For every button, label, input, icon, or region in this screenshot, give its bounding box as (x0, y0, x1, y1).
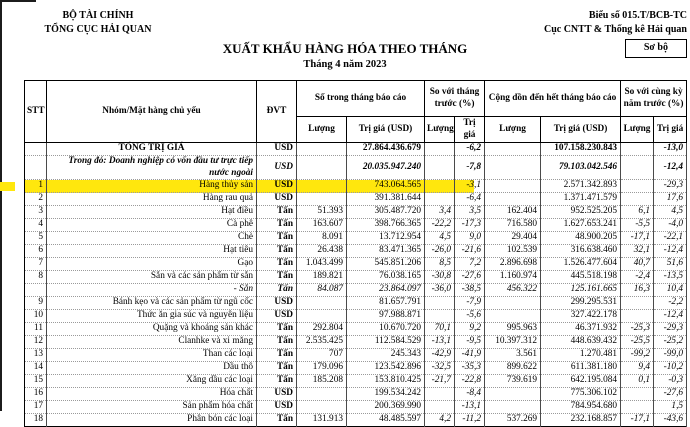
cell-name: Hàng thủy sản (47, 180, 257, 193)
cell-m_qty: 707 (297, 349, 347, 362)
cell-m_qty (297, 180, 347, 193)
cell-c_qty (485, 193, 541, 206)
cell-m_val: 48.485.597 (347, 414, 425, 427)
cell-yy_v: 4,5 (654, 206, 687, 219)
cell-mm_v: -6,4 (455, 193, 485, 206)
cell-c_val: 1.627.653.241 (541, 219, 621, 232)
cell-yy_v: -0,3 (654, 375, 687, 388)
preliminary-status-button[interactable]: Sơ bộ (625, 39, 687, 58)
table-row[interactable] (25, 271, 687, 284)
cell-m_val: 743.064.565 (347, 180, 425, 193)
cell-stt: 12 (25, 336, 47, 349)
cell-name: TỔNG TRỊ GIÁ (47, 143, 257, 156)
table-row[interactable] (25, 388, 687, 401)
cell-mm_q: 8,5 (425, 258, 455, 271)
cell-name: Cà phê (47, 219, 257, 232)
cell-mm_v: -38,5 (455, 284, 485, 297)
cell-name: Trong đó: Doanh nghiệp có vốn đầu tư trực tiếp nước ngoài (47, 156, 257, 180)
cell-yy_q: 0,1 (621, 375, 654, 388)
cell-c_val: 1.526.477.604 (541, 258, 621, 271)
cell-stt: 13 (25, 349, 47, 362)
cell-m_qty (297, 310, 347, 323)
cell-dvt: Tấn (257, 336, 297, 349)
cell-c_qty (485, 388, 541, 401)
cell-name: Quặng và khoáng sản khác (47, 323, 257, 336)
cell-stt: 11 (25, 323, 47, 336)
cell-mm_v: -35,3 (455, 362, 485, 375)
cell-dvt: Tấn (257, 362, 297, 375)
cell-yy_q (621, 143, 654, 156)
column-header-yoy-qty: Lượng (621, 117, 654, 143)
cell-c_val: 2.571.342.893 (541, 180, 621, 193)
report-period: Tháng 4 năm 2023 (303, 59, 387, 70)
cell-dvt: USD (257, 156, 297, 180)
column-header-month-value-usd: Trị giá (USD) (347, 117, 425, 143)
cell-name: Bánh kẹo và các sản phẩm từ ngũ cốc (47, 297, 257, 310)
cell-c_val: 125.161.665 (541, 284, 621, 297)
cell-mm_q: -26,0 (425, 245, 455, 258)
cell-mm_q: -32,5 (425, 362, 455, 375)
table-row[interactable] (25, 232, 687, 245)
cell-m_val: 83.471.365 (347, 245, 425, 258)
cell-m_val: 112.584.529 (347, 336, 425, 349)
cell-stt: 14 (25, 362, 47, 375)
table-row[interactable] (25, 245, 687, 258)
cell-mm_q: -36,0 (425, 284, 455, 297)
cell-mm_v: -7,8 (455, 156, 485, 180)
cell-yy_q: -17,1 (621, 414, 654, 427)
cell-m_val: 81.657.791 (347, 297, 425, 310)
cell-dvt: USD (257, 401, 297, 414)
cell-yy_q (621, 156, 654, 180)
cell-mm_q (425, 193, 455, 206)
table-row[interactable] (25, 143, 687, 156)
table-row[interactable] (25, 206, 687, 219)
cell-mm_v: -3,1 (455, 180, 485, 193)
cell-m_val: 391.381.644 (347, 193, 425, 206)
column-group-vs-prev-year: So với cùng kỳ năm trước (%) (621, 81, 687, 117)
cell-m_val: 10.670.720 (347, 323, 425, 336)
table-row[interactable] (25, 336, 687, 349)
cell-yy_v: -12,4 (654, 156, 687, 180)
cell-mm_q (425, 143, 455, 156)
cell-yy_v: 10,4 (654, 284, 687, 297)
column-group-month: Số trong tháng báo cáo (297, 81, 425, 117)
cell-yy_v: -12,4 (654, 310, 687, 323)
cell-c_val: 232.168.857 (541, 414, 621, 427)
table-row-highlighted[interactable] (25, 180, 687, 193)
cell-stt: 5 (25, 232, 47, 245)
cell-yy_v: -27,6 (654, 388, 687, 401)
cell-mm_q (425, 310, 455, 323)
cell-mm_v: 7,2 (455, 258, 485, 271)
cell-c_qty: 2.896.698 (485, 258, 541, 271)
cell-c_qty: 29.404 (485, 232, 541, 245)
cell-c_val: 107.158.230.843 (541, 143, 621, 156)
cell-name: Hóa chất (47, 388, 257, 401)
cell-m_qty: 189.821 (297, 271, 347, 284)
cell-c_val: 299.295.531 (541, 297, 621, 310)
cell-mm_q: -30,8 (425, 271, 455, 284)
cell-c_val: 79.103.042.546 (541, 156, 621, 180)
cell-yy_v: -4,0 (654, 219, 687, 232)
cell-c_val: 784.954.680 (541, 401, 621, 414)
cell-stt: 9 (25, 297, 47, 310)
cell-m_qty: 131.913 (297, 414, 347, 427)
cell-c_qty: 102.539 (485, 245, 541, 258)
cell-yy_v: -10,2 (654, 362, 687, 375)
cell-c_qty: 10.397.312 (485, 336, 541, 349)
cell-stt: 7 (25, 258, 47, 271)
cell-name: Than các loại (47, 349, 257, 362)
cell-m_qty: 163.607 (297, 219, 347, 232)
cell-yy_v: -2,2 (654, 297, 687, 310)
cell-name: Thức ăn gia súc và nguyên liệu (47, 310, 257, 323)
cell-c_qty (485, 156, 541, 180)
form-number: Biểu số 015.T/BCB-TC (588, 10, 687, 21)
cell-m_qty: 185.208 (297, 375, 347, 388)
cell-mm_q (425, 388, 455, 401)
cell-yy_q: -99,2 (621, 349, 654, 362)
cell-mm_q (425, 401, 455, 414)
table-row[interactable] (25, 323, 687, 336)
cell-name: Hạt tiêu (47, 245, 257, 258)
cell-dvt: Tấn (257, 258, 297, 271)
cell-yy_q (621, 180, 654, 193)
cell-c_val: 952.525.205 (541, 206, 621, 219)
table-row[interactable] (25, 362, 687, 375)
cell-stt (25, 143, 47, 156)
report-title: XUẤT KHẨU HÀNG HÓA THEO THÁNG (222, 41, 468, 56)
cell-m_val: 27.864.436.679 (347, 143, 425, 156)
cell-c_qty: 995.963 (485, 323, 541, 336)
cell-yy_q: -25,3 (621, 323, 654, 336)
cell-mm_q: 4,5 (425, 232, 455, 245)
cell-c_val: 46.371.932 (541, 323, 621, 336)
cell-stt: 16 (25, 388, 47, 401)
cell-m_qty: 1.043.499 (297, 258, 347, 271)
cell-m_qty (297, 143, 347, 156)
column-header-mom-value: Trị giá (455, 117, 485, 143)
cell-mm_q: -21,7 (425, 375, 455, 388)
cell-c_val: 1.270.481 (541, 349, 621, 362)
cell-m_val: 13.712.954 (347, 232, 425, 245)
table-row[interactable] (25, 375, 687, 388)
cell-m_val: 398.766.365 (347, 219, 425, 232)
cell-c_qty (485, 310, 541, 323)
cell-dvt: Tấn (257, 271, 297, 284)
cell-mm_v: -22,8 (455, 375, 485, 388)
page-top-tick (0, 0, 36, 2)
column-header-month-qty: Lượng (297, 117, 347, 143)
cell-c_val: 445.518.198 (541, 271, 621, 284)
cell-c_qty: 899.622 (485, 362, 541, 375)
cell-yy_v: -13,5 (654, 271, 687, 284)
cell-yy_v: 51,6 (654, 258, 687, 271)
cell-yy_v: -12,4 (654, 245, 687, 258)
cell-m_qty: 179.096 (297, 362, 347, 375)
table-row[interactable] (25, 401, 687, 414)
cell-stt: 8 (25, 271, 47, 284)
table-row[interactable] (25, 156, 687, 180)
cell-name: Dầu thô (47, 362, 257, 375)
cell-dvt: Tấn (257, 245, 297, 258)
cell-yy_v: -29,3 (654, 323, 687, 336)
cell-yy_v: -43,6 (654, 414, 687, 427)
cell-m_val: 123.542.896 (347, 362, 425, 375)
cell-m_val: 545.851.206 (347, 258, 425, 271)
cell-m_qty: 51.393 (297, 206, 347, 219)
cell-yy_v: -99,0 (654, 349, 687, 362)
cell-stt: 17 (25, 401, 47, 414)
cell-c_val: 448.639.432 (541, 336, 621, 349)
cell-name: Hạt điều (47, 206, 257, 219)
cell-name: Xăng dầu các loại (47, 375, 257, 388)
table-body (25, 143, 687, 427)
cell-mm_q (425, 297, 455, 310)
highlight-marker (0, 182, 15, 191)
cell-name: Gạo (47, 258, 257, 271)
cell-c_qty: 162.404 (485, 206, 541, 219)
cell-dvt: USD (257, 193, 297, 206)
cell-c_val: 316.638.460 (541, 245, 621, 258)
cell-dvt: Tấn (257, 232, 297, 245)
cell-m_qty (297, 297, 347, 310)
cell-yy_q (621, 401, 654, 414)
cell-stt: 18 (25, 414, 47, 427)
cell-yy_q (621, 193, 654, 206)
cell-mm_v: -21,6 (455, 245, 485, 258)
cell-yy_q: -2,4 (621, 271, 654, 284)
cell-yy_v: -25,2 (654, 336, 687, 349)
table-row[interactable] (25, 414, 687, 427)
cell-c_qty: 716.580 (485, 219, 541, 232)
cell-dvt: Tấn (257, 284, 297, 297)
cell-c_qty: 739.619 (485, 375, 541, 388)
cell-c_val: 775.306.102 (541, 388, 621, 401)
column-header-stt: STT (25, 81, 47, 143)
cell-yy_q: -5,5 (621, 219, 654, 232)
cell-dvt: USD (257, 388, 297, 401)
cell-mm_v: -27,6 (455, 271, 485, 284)
cell-stt: 3 (25, 206, 47, 219)
cell-dvt: USD (257, 297, 297, 310)
cell-mm_v: -41,9 (455, 349, 485, 362)
cell-yy_v: 1,5 (654, 401, 687, 414)
column-header-mom-qty: Lượng (425, 117, 455, 143)
cell-dvt: Tấn (257, 323, 297, 336)
cell-m_val: 23.864.097 (347, 284, 425, 297)
cell-dvt: Tấn (257, 219, 297, 232)
cell-yy_q (621, 297, 654, 310)
cell-yy_q: 32,1 (621, 245, 654, 258)
cell-c_qty: 3.561 (485, 349, 541, 362)
cell-c_val: 642.195.084 (541, 375, 621, 388)
cell-mm_v: 9,2 (455, 323, 485, 336)
cell-m_val: 20.035.947.240 (347, 156, 425, 180)
cell-yy_q (621, 388, 654, 401)
cell-m_qty: 2.535.425 (297, 336, 347, 349)
column-group-cumulative: Cộng dồn đến hết tháng báo cáo (485, 81, 621, 117)
column-header-commodity: Nhóm/Mặt hàng chủ yếu (47, 81, 257, 143)
cell-c_qty: 1.160.974 (485, 271, 541, 284)
cell-m_val: 305.487.720 (347, 206, 425, 219)
cell-name: Phân bón các loại (47, 414, 257, 427)
table-row[interactable] (25, 349, 687, 362)
export-data-table (24, 80, 687, 427)
cell-mm_q: 3,4 (425, 206, 455, 219)
column-header-cum-qty: Lượng (485, 117, 541, 143)
cell-mm_v: -8,4 (455, 388, 485, 401)
cell-yy_v: 17,6 (654, 193, 687, 206)
cell-yy_q: -25,5 (621, 336, 654, 349)
cell-mm_q (425, 156, 455, 180)
cell-yy_q: 9,4 (621, 362, 654, 375)
cell-mm_q (425, 180, 455, 193)
table-row[interactable] (25, 193, 687, 206)
cell-m_qty: 26.438 (297, 245, 347, 258)
cell-mm_q: -22,2 (425, 219, 455, 232)
cell-yy_q: 6,1 (621, 206, 654, 219)
cell-name: Clanhke và xi măng (47, 336, 257, 349)
cell-yy_q: 40,7 (621, 258, 654, 271)
cell-yy_v: -22,1 (654, 232, 687, 245)
column-header-cum-value-usd: Trị giá (USD) (541, 117, 621, 143)
cell-dvt: USD (257, 310, 297, 323)
cell-yy_q: 16,3 (621, 284, 654, 297)
cell-m_qty (297, 388, 347, 401)
cell-mm_v: 3,5 (455, 206, 485, 219)
cell-name: Sắn và các sản phẩm từ sắn (47, 271, 257, 284)
cell-mm_q: 70,1 (425, 323, 455, 336)
cell-dvt: Tấn (257, 206, 297, 219)
department-name: Cục CNTT & Thống kê Hải quan (543, 23, 687, 35)
cell-c_qty (485, 180, 541, 193)
cell-mm_v: 9,0 (455, 232, 485, 245)
cell-name: Chè (47, 232, 257, 245)
cell-mm_q: -42,9 (425, 349, 455, 362)
cell-c_qty (485, 143, 541, 156)
column-group-vs-prev-month: So với tháng trước (%) (425, 81, 485, 117)
cell-stt: 15 (25, 375, 47, 388)
cell-name: Sản phẩm hóa chất (47, 401, 257, 414)
cell-c_val: 611.381.180 (541, 362, 621, 375)
cell-m_qty (297, 401, 347, 414)
table-row[interactable] (25, 258, 687, 271)
table-row[interactable] (25, 219, 687, 232)
cell-c_val: 1.371.471.579 (541, 193, 621, 206)
ministry-header (28, 9, 168, 36)
cell-c_qty (485, 297, 541, 310)
cell-c_qty (485, 401, 541, 414)
cell-stt (25, 156, 47, 180)
cell-yy_q (621, 310, 654, 323)
cell-stt: 2 (25, 193, 47, 206)
table-row[interactable] (25, 297, 687, 310)
agency-name: TỔNG CỤC HẢI QUAN (44, 23, 152, 35)
cell-m_val: 245.343 (347, 349, 425, 362)
column-header-unit: ĐVT (257, 81, 297, 143)
cell-m_val: 97.988.871 (347, 310, 425, 323)
cell-c_val: 48.900.205 (541, 232, 621, 245)
cell-stt: 6 (25, 245, 47, 258)
cell-dvt: Tấn (257, 414, 297, 427)
cell-stt: 4 (25, 219, 47, 232)
cell-mm_v: -13,1 (455, 401, 485, 414)
cell-stt (25, 284, 47, 297)
cell-m_qty: 84.087 (297, 284, 347, 297)
cell-c_val: 327.422.178 (541, 310, 621, 323)
cell-dvt: USD (257, 143, 297, 156)
table-row[interactable] (25, 310, 687, 323)
cell-dvt: Tấn (257, 349, 297, 362)
cell-m_qty: 292.804 (297, 323, 347, 336)
cell-mm_v: -17,3 (455, 219, 485, 232)
cell-m_qty (297, 156, 347, 180)
cell-dvt: Tấn (257, 375, 297, 388)
cell-mm_v: -11,2 (455, 414, 485, 427)
cell-mm_v: -9,5 (455, 336, 485, 349)
cell-mm_q: -13,1 (425, 336, 455, 349)
cell-mm_v: -6,2 (455, 143, 485, 156)
column-header-yoy-value: Trị giá (654, 117, 687, 143)
cell-mm_v: -5,6 (455, 310, 485, 323)
cell-m_val: 153.810.425 (347, 375, 425, 388)
cell-yy_v: -29,3 (654, 180, 687, 193)
cell-yy_q: -17,1 (621, 232, 654, 245)
cell-mm_q: 4,2 (425, 414, 455, 427)
cell-yy_v: -13,0 (654, 143, 687, 156)
cell-name: Hàng rau quả (47, 193, 257, 206)
table-row[interactable] (25, 284, 687, 297)
cell-m_val: 76.038.165 (347, 271, 425, 284)
cell-stt: 10 (25, 310, 47, 323)
cell-c_qty: 456.322 (485, 284, 541, 297)
cell-dvt: USD (257, 180, 297, 193)
ministry-name: BỘ TÀI CHÍNH (62, 10, 134, 21)
cell-c_qty: 537.269 (485, 414, 541, 427)
cell-mm_v: -7,9 (455, 297, 485, 310)
cell-stt: 1 (25, 180, 47, 193)
cell-m_val: 199.534.242 (347, 388, 425, 401)
cell-name: - Sắn (47, 284, 257, 297)
cell-m_qty (297, 193, 347, 206)
cell-m_qty: 8.091 (297, 232, 347, 245)
cell-m_val: 200.369.990 (347, 401, 425, 414)
